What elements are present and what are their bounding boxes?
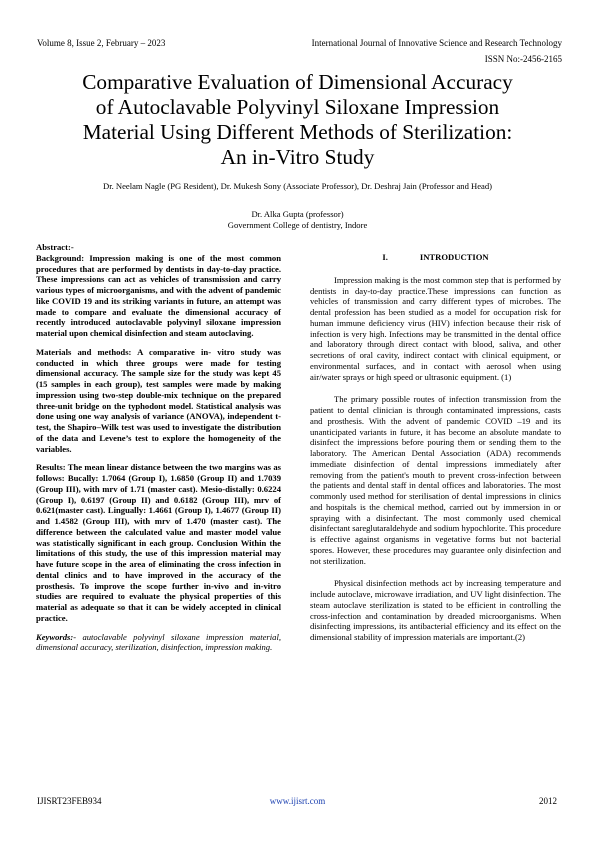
footer-url-link[interactable]: www.ijisrt.com — [269, 796, 326, 806]
affiliation — [30, 209, 565, 231]
issn: ISSN No:-2456-2165 — [484, 54, 562, 64]
title-line-1: Comparative Evaluation of Dimensional Accuracy — [82, 70, 513, 94]
abstract-methods: Materials and methods: A comparative in- vitro study was conducted in which three groups were made for testing dimensional accuracy. The sample size for the study was kept 45 (15 samples in each group), test samples were made by making impression using two-step double-mix technique on the prepared three-unit bridge on the typhodont model. Statistical analysis was done using one way analysis of variance (ANOVA), independent t-test, the Shapiro–Wilk test was used to investigate the distribution of the data and Levene’s test to explore the homogeneity of the variables. — [36, 346, 281, 454]
abstract-column — [36, 242, 281, 661]
author-list: Dr. Neelam Nagle (PG Resident), Dr. Mukesh Sony (Associate Professor), Dr. Deshraj Jain (Professor and Head) — [102, 181, 493, 191]
section-heading — [310, 252, 561, 263]
intro-paragraph-3: Physical disinfection methods act by increasing temperature and include autoclave, microwave irradiation, and UV light disinfection. The steam autoclave sterilization is stated to be efficient in controlling the cross-infection and contamination by dreaded microorganisms. When disinfecting impressions, its antibacterial efficiency and its effect on the dimensional stability of impression materials are important.(2) — [310, 578, 561, 642]
title-line-4: An in-Vitro Study — [220, 145, 375, 169]
introduction-column — [310, 242, 561, 651]
paper-title — [40, 70, 555, 170]
abstract-background — [36, 253, 281, 339]
footer-paper-code: IJISRT23FEB934 — [37, 796, 102, 806]
affiliation-institution: Government College of dentistry, Indore — [227, 220, 368, 230]
background-label: Background: — [36, 252, 85, 263]
title-line-3: Material Using Different Methods of Sterilization: — [82, 120, 513, 144]
section-number: I. — [382, 252, 388, 262]
keywords-label: Keywords:- — [36, 631, 77, 642]
title-line-2: of Autoclavable Polyvinyl Siloxane Impression — [95, 95, 500, 119]
intro-paragraph-2: The primary possible routes of infection transmission from the patient to dental clinician is through contaminated impressions, casts and prosthesis. With the advent of pandemic COVID –19 and its unanticipated variants in future, it has become an absolute mandate to disinfect the impressions before pouring them or sending them to the laboratory. The American Dental Association (ADA) recommends immediate disinfection of dental impressions immediately after removing from the patient's mouth to prevent cross-infection between the patients and dental staff in dental offices and laboratories. The most commonly used method for sterilisation of dental impressions in clinics and hospitals is the chemical method, carried out by immersion in or spraying with a disinfectant. The most commonly used chemical disinfectant sareglutaraldehyde and sodium hypochlorite. This procedure is effective against organisms in vegetative forms but not bacterial spores. However, these procedures may guarantee only disinfection and not sterilization. — [310, 394, 561, 566]
background-text: Impression making is one of the most common procedures that are performed by dentists in day-to-day practice. These impressions can act as vehicles of transmission and carry various types of microorganisms, and with the advent of pandemic like COVID 19 and its striking variants in future, an attempt was made to compare and evaluate the dimensional accuracy of recently introduced autoclavable polyvinyl siloxane impression material upon chemical disinfection and steam autoclaving. — [36, 252, 281, 338]
section-title: INTRODUCTION — [419, 252, 489, 262]
journal-name: International Journal of Innovative Science and Research Technology — [311, 38, 562, 48]
intro-paragraph-1: Impression making is the most common step that is performed by dentists in day-to-day practice.These impressions can function as vehicles of transmission and carry different types of microbes. The dental profession has been studied as a model for occupation risk for human immune deficiency virus (HIV) infection because their risk of infection is very high. Infections may be transmitted in the dental office and laboratory through direct contact with blood, saliva, and other secretions of oral cavity, indirect contact with clinical equipment, or environmental surfaces, and in contact with aerosol when using air/water sprays or high speed or ultrasonic equipment. (1) — [310, 274, 561, 382]
running-header-volume: Volume 8, Issue 2, February – 2023 — [37, 38, 166, 48]
running-header-journal — [312, 38, 562, 65]
abstract-keywords — [36, 632, 281, 654]
footer-page-number: 2012 — [539, 796, 557, 806]
affiliation-author: Dr. Alka Gupta (professor) — [251, 209, 344, 219]
keywords-text: autoclavable polyvinyl siloxane impression material, dimensional accuracy, sterilization, disinfection, impression making. — [36, 631, 281, 653]
abstract-results: Results: The mean linear distance between the two margins was as follows: Bucally: 1.7064 (Group I), 1.6850 (Group II) and 1.7039 (Group III), with mrv of 1.71 (master cast). Mesio-distally: 0.6224 (Group I), 0.6197 (Group II) and 0.6182 (Group III), mrv of 0.621(master cast). Lingually: 1.4661 (Group I), 1.4677 (Group II) and 1.4582 (Group III), with mrv of 1.470 (master cast). The difference between the calculated value and master model value was statistically significant in each group. Conclusion Within the limitations of this study, the use of this impression material may have future scope in the area of eliminating the cross infection in dental clinics and to have improved in the accuracy of the prosthesis. To improve the scope further in-vivo and in-vitro studies are required to evaluate the physical properties of this material as adequate so that it can be widely accepted in clinical practice. — [36, 462, 281, 623]
abstract-heading: Abstract:- — [36, 242, 74, 252]
